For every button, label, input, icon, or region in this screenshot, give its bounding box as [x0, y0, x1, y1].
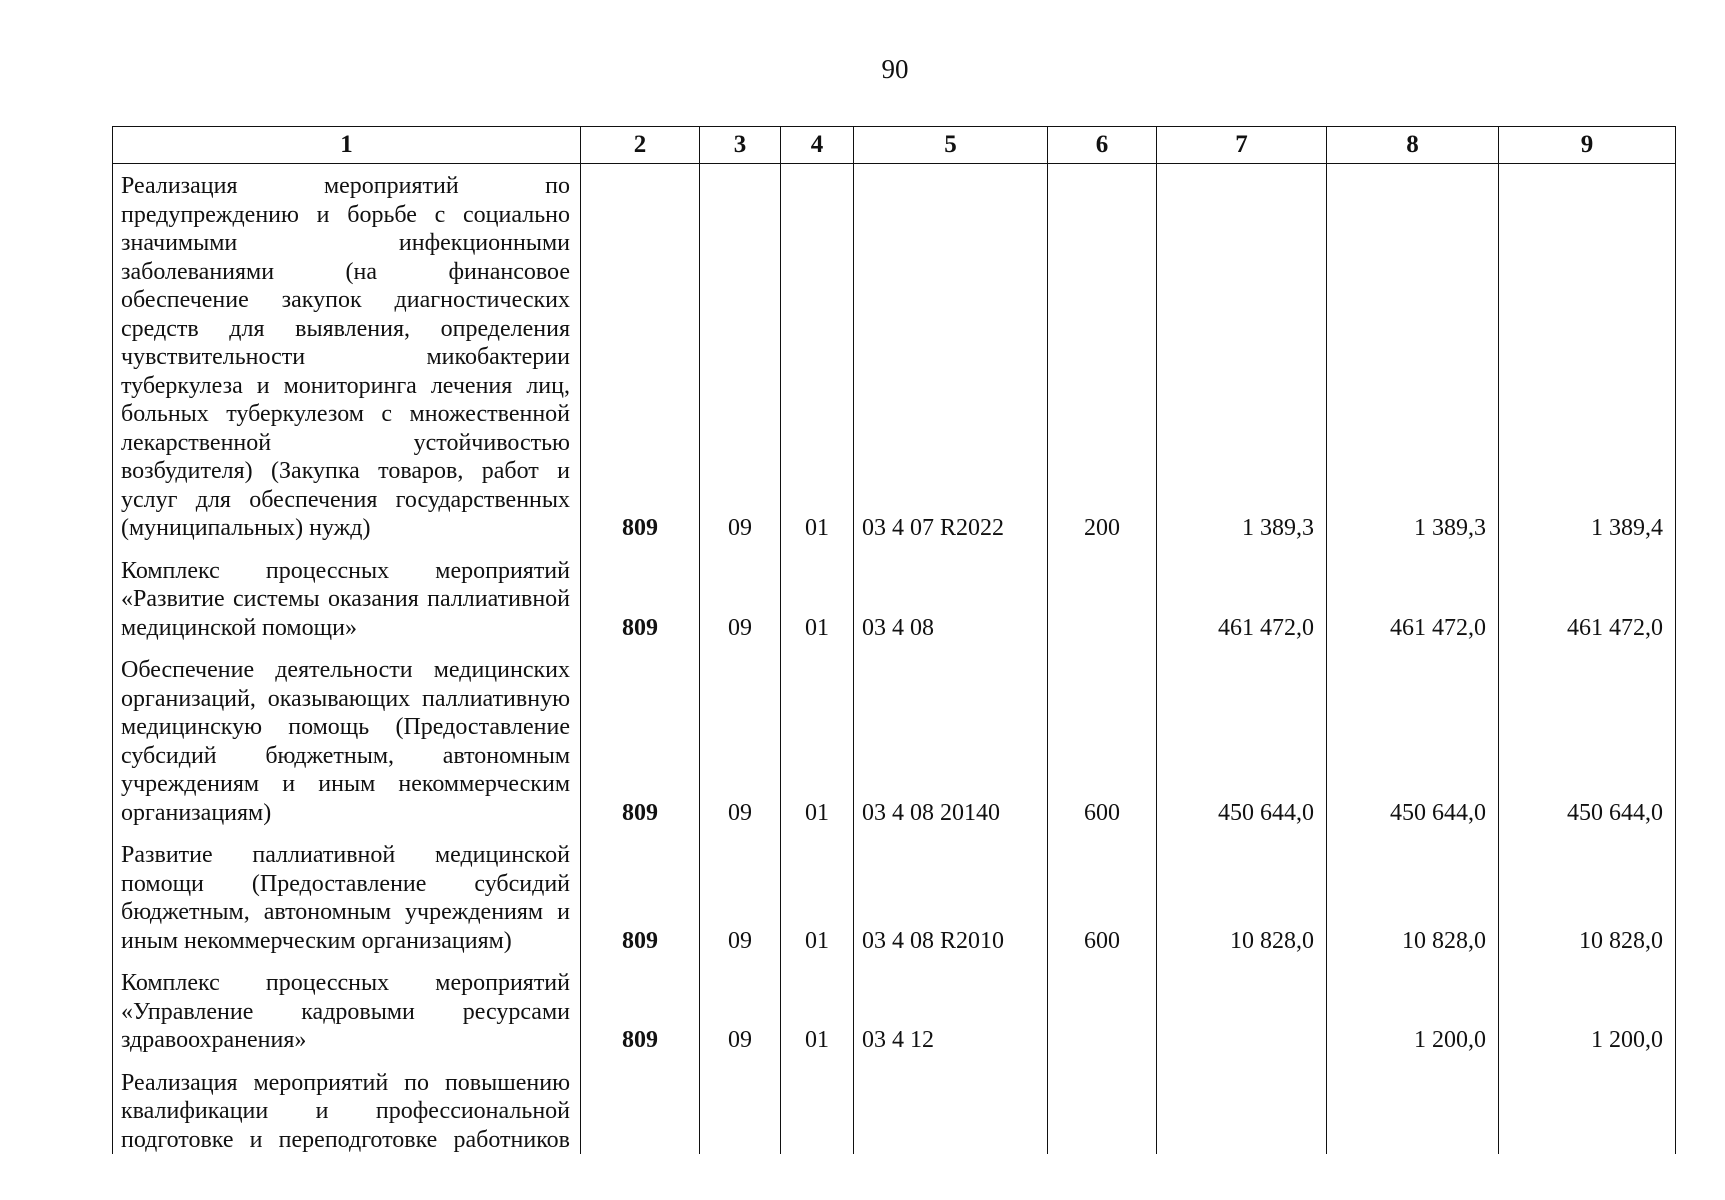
- cell-subsection: 01: [781, 648, 854, 833]
- table-row: [113, 648, 1676, 833]
- cell-section: 09: [700, 549, 781, 649]
- cell-target-article: 03 4 08 20140: [854, 648, 1048, 833]
- cell-ministry-code: 809: [581, 164, 700, 549]
- cell-subsection: 01: [781, 164, 854, 549]
- column-header-2: 2: [581, 127, 700, 164]
- page-bottom-margin: [0, 1154, 1725, 1200]
- cell-target-article: 03 4 08 R2010: [854, 833, 1048, 961]
- cell-expense-type: 600: [1048, 833, 1157, 961]
- cell-subsection: 01: [781, 549, 854, 649]
- column-header-6: 6: [1048, 127, 1157, 164]
- table-row: [113, 833, 1676, 961]
- cell-section: 09: [700, 164, 781, 549]
- cell-expense-type: 600: [1048, 648, 1157, 833]
- table-row: [113, 549, 1676, 649]
- cell-amount-7: [1157, 961, 1327, 1061]
- cell-amount-8: 450 644,0: [1327, 648, 1499, 833]
- column-header-5: 5: [854, 127, 1048, 164]
- cell-amount-9: 1 200,0: [1499, 961, 1676, 1061]
- cell-amount-8: 1 200,0: [1327, 961, 1499, 1061]
- column-header-8: 8: [1327, 127, 1499, 164]
- cell-amount-7: 10 828,0: [1157, 833, 1327, 961]
- table-row: [113, 164, 1676, 549]
- row-description: Комплекс процессных мероприятий «Развитие системы оказания паллиативной медицинской помощи»: [113, 549, 581, 649]
- table-row: [113, 961, 1676, 1061]
- cell-ministry-code: 809: [581, 961, 700, 1061]
- row-description: Комплекс процессных мероприятий «Управление кадровыми ресурсами здравоохранения»: [113, 961, 581, 1061]
- row-description: Реализация мероприятий по предупреждению и борьбе с социально значимыми инфекционными заболеваниями (на финансовое обеспечение закупок диагностических средств для выявления, определения чувствительности микобактерии туберкулеза и мониторинга лечения лиц, больных туберкулезом с множественной лекарственной устойчивостью возбудителя) (Закупка товаров, работ и услуг для обеспечения государственных (муниципальных) нужд): [113, 164, 581, 549]
- cell-ministry-code: 809: [581, 648, 700, 833]
- cell-amount-7: 450 644,0: [1157, 648, 1327, 833]
- cell-amount-9: 10 828,0: [1499, 833, 1676, 961]
- row-description: Обеспечение деятельности медицинских организаций, оказывающих паллиативную медицинскую помощь (Предоставление субсидий бюджетным, автономным учреждениям и иным некоммерческим организациям): [113, 648, 581, 833]
- cell-amount-7: 1 389,3: [1157, 164, 1327, 549]
- cell-section: 09: [700, 833, 781, 961]
- cell-amount-9: 1 389,4: [1499, 164, 1676, 549]
- cell-amount-8: 1 389,3: [1327, 164, 1499, 549]
- cell-target-article: 03 4 07 R2022: [854, 164, 1048, 549]
- column-header-1: 1: [113, 127, 581, 164]
- column-header-3: 3: [700, 127, 781, 164]
- cell-expense-type: 200: [1048, 164, 1157, 549]
- cell-target-article: 03 4 12: [854, 961, 1048, 1061]
- row-description: Развитие паллиативной медицинской помощи (Предоставление субсидий бюджетным, автономным учреждениям и иным некоммерческим организациям): [113, 833, 581, 961]
- budget-table: [112, 126, 1676, 1183]
- column-header-4: 4: [781, 127, 854, 164]
- page-number: 90: [881, 54, 909, 84]
- cell-section: 09: [700, 648, 781, 833]
- cell-amount-9: 461 472,0: [1499, 549, 1676, 649]
- cell-subsection: 01: [781, 961, 854, 1061]
- cell-section: 09: [700, 961, 781, 1061]
- cell-subsection: 01: [781, 833, 854, 961]
- cell-expense-type: [1048, 961, 1157, 1061]
- cell-expense-type: [1048, 549, 1157, 649]
- cell-amount-7: 461 472,0: [1157, 549, 1327, 649]
- cell-amount-8: 461 472,0: [1327, 549, 1499, 649]
- cell-ministry-code: 809: [581, 833, 700, 961]
- cell-amount-8: 10 828,0: [1327, 833, 1499, 961]
- cell-ministry-code: 809: [581, 549, 700, 649]
- cell-amount-9: 450 644,0: [1499, 648, 1676, 833]
- column-header-9: 9: [1499, 127, 1676, 164]
- column-header-7: 7: [1157, 127, 1327, 164]
- row-description: Реализация мероприятий по повышению квалификации и профессиональной подготовке и переподготовке работников: [113, 1061, 581, 1183]
- header-row: [113, 127, 1676, 164]
- cell-target-article: 03 4 08: [854, 549, 1048, 649]
